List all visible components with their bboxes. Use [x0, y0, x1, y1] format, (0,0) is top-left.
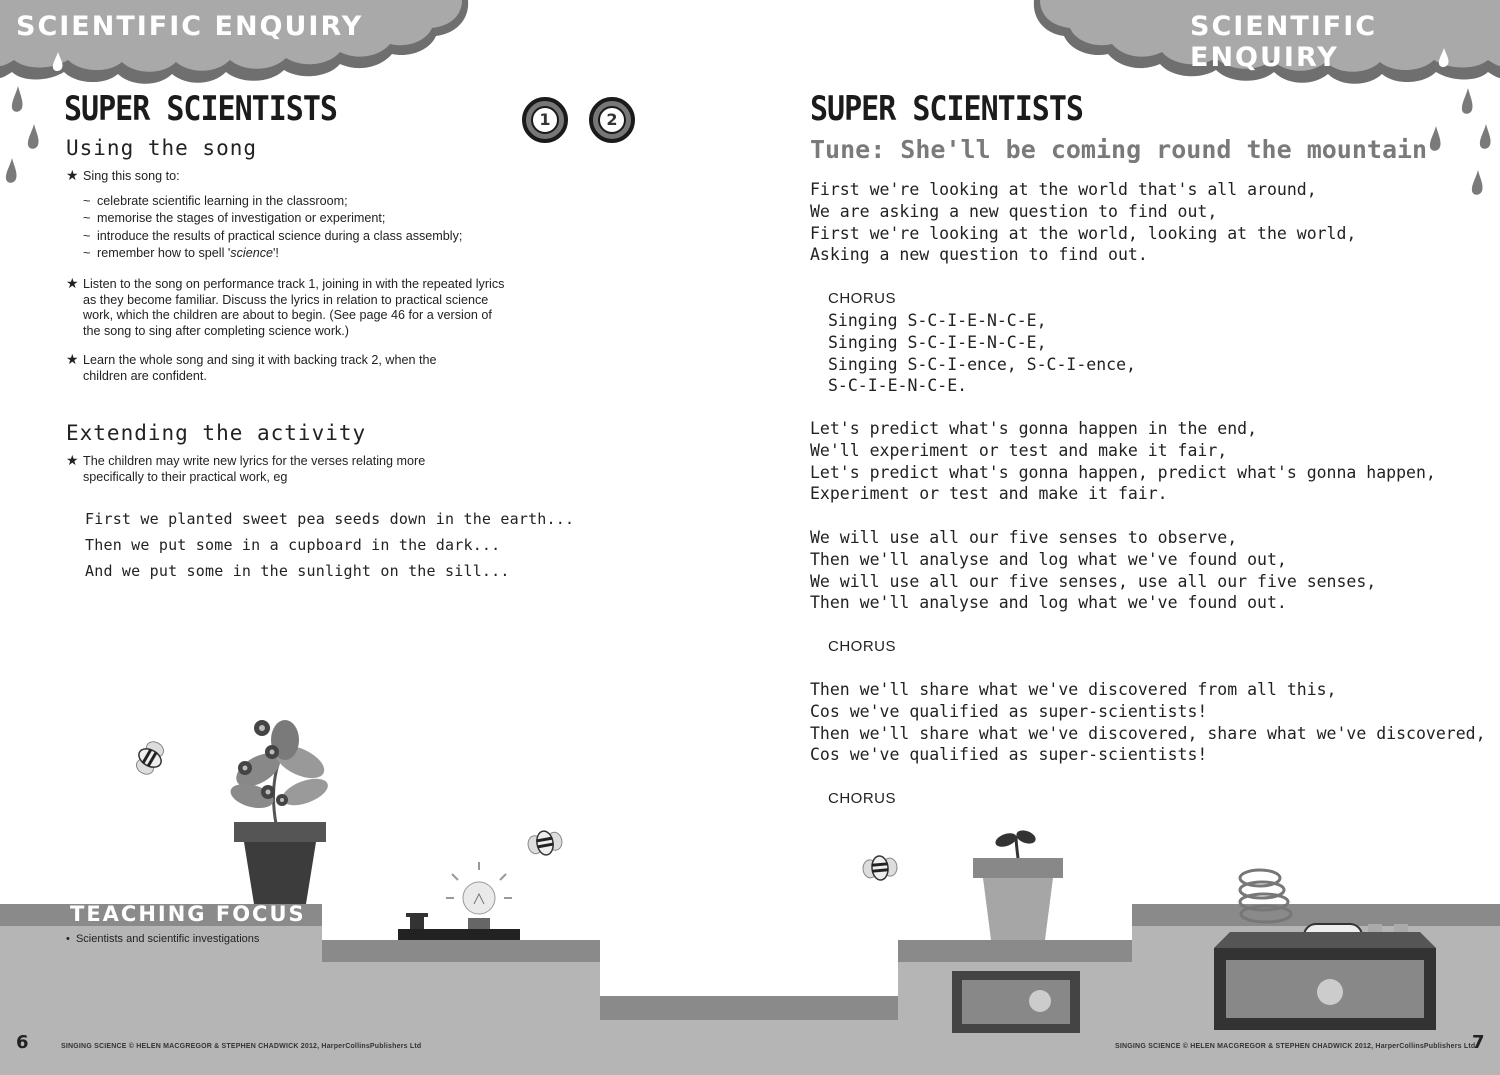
chorus-line-1: Singing S-C-I-E-N-C-E,: [828, 311, 1047, 330]
verse-3-line-3: We will use all our five senses, use all our five senses,: [810, 571, 1377, 591]
use-item-2: [83, 211, 385, 225]
middle-shelf: [322, 962, 600, 1075]
bee-icon: [131, 737, 169, 778]
star-bullet-icon: ★: [66, 275, 79, 291]
verse-3-line-4: Then we'll analyse and log what we've found out.: [810, 593, 1287, 613]
verse-3-line-1: We will use all our five senses to observe,: [810, 528, 1238, 547]
verse-1-line-1: First we're looking at the world that's all around,: [810, 180, 1317, 199]
verse-2: [810, 418, 1436, 505]
listen-text: Listen to the song on performance track 1, joining in with the repeated lyrics as they become familiar. Discuss the lyrics in relation to practical science work, which the children are about to begin. (See page 46 for a version of the song to sing after completing science work.): [83, 277, 505, 338]
use-item-3: [83, 229, 462, 243]
listen-item: [66, 277, 508, 339]
tilde-bullet-icon: ~: [83, 194, 91, 208]
verse-2-line-2: We'll experiment or test and make it fair,: [810, 440, 1228, 460]
verse-1-line-2: We are asking a new question to find out,: [810, 201, 1218, 221]
right-footer: SINGING SCIENCE © HELEN MACGREGOR & STEPHEN CHADWICK 2012, HarperCollinsPublishers Ltd: [1115, 1043, 1476, 1050]
tilde-bullet-icon: ~: [83, 211, 91, 225]
right-banner-title: SCIENTIFIC ENQUIRY: [1190, 11, 1378, 73]
sing-intro-text: Sing this song to:: [83, 169, 180, 183]
toy-box-icon: [1214, 870, 1436, 1030]
use-item-1: [83, 194, 348, 208]
extending-heading: Extending the activity: [66, 421, 367, 445]
example-line-3: And we put some in the sunlight on the sill...: [85, 562, 510, 580]
bullet-icon: •: [66, 933, 76, 945]
left-footer: SINGING SCIENCE © HELEN MACGREGOR & STEPHEN CHADWICK 2012, HarperCollinsPublishers Ltd: [61, 1043, 422, 1050]
star-bullet-icon: ★: [66, 167, 79, 183]
verse-2-line-3: Let's predict what's gonna happen, predict what's gonna happen,: [810, 462, 1436, 482]
track-1-number: 1: [531, 106, 559, 134]
chorus-line-3: Singing S-C-I-ence, S-C-I-ence,: [828, 354, 1136, 374]
verse-2-line-4: Experiment or test and make it fair.: [810, 484, 1168, 504]
left-banner-title: SCIENTIFIC ENQUIRY: [16, 11, 364, 42]
example-line-1: First we planted sweet pea seeds down in the earth...: [85, 510, 575, 528]
verse-4-line-1: Then we'll share what we've discovered from all this,: [810, 680, 1337, 699]
verse-1: [810, 179, 1356, 266]
left-page-title: SUPER SCIENTISTS: [64, 90, 337, 130]
seedling-pot-icon: [973, 828, 1063, 940]
star-bullet-icon: ★: [66, 351, 79, 367]
verse-1-line-4: Asking a new question to find out.: [810, 245, 1148, 265]
switch-and-bulb-icon: [398, 862, 520, 940]
tilde-bullet-icon: ~: [83, 246, 91, 260]
learn-text: Learn the whole song and sing it with backing track 2, when the children are confident.: [83, 353, 437, 383]
teaching-focus-title: TEACHING FOCUS: [70, 902, 306, 926]
chorus-line-4: S-C-I-E-N-C-E.: [828, 376, 968, 396]
verse-3: [810, 527, 1376, 614]
extending-item: [66, 454, 468, 485]
verse-4-line-4: Cos we've qualified as super-scientists!: [810, 745, 1208, 765]
use-item-3-text: introduce the results of practical science during a class assembly;: [97, 229, 463, 243]
tilde-bullet-icon: ~: [83, 229, 91, 243]
low-shelf: [600, 1020, 898, 1075]
verse-3-line-2: Then we'll analyse and log what we've found out,: [810, 549, 1287, 569]
bottom-scene: [0, 700, 1500, 1075]
spell-prefix: remember how to spell ': [97, 246, 231, 260]
chorus-line-2: Singing S-C-I-E-N-C-E,: [828, 332, 1047, 352]
use-item-1-text: celebrate scientific learning in the classroom;: [97, 194, 348, 208]
tune-line: Tune: She'll be coming round the mountain: [810, 135, 1428, 164]
track-1-badge: [522, 97, 568, 143]
verse-2-line-1: Let's predict what's gonna happen in the end,: [810, 419, 1258, 438]
teaching-focus-item: [66, 933, 259, 945]
right-page-title: SUPER SCIENTISTS: [810, 90, 1083, 130]
learn-item: [66, 353, 483, 384]
star-bullet-icon: ★: [66, 452, 79, 468]
use-item-2-text: memorise the stages of investigation or experiment;: [97, 211, 386, 225]
chorus-label-1: CHORUS: [828, 290, 897, 307]
right-page-number: 7: [1472, 1032, 1485, 1053]
verse-4-line-2: Cos we've qualified as super-scientists!: [810, 701, 1208, 721]
left-shelf: [0, 926, 322, 1075]
using-the-song-heading: Using the song: [66, 136, 258, 160]
left-page-number: 6: [16, 1032, 29, 1053]
spell-word: science: [230, 246, 273, 260]
track-2-badge: [589, 97, 635, 143]
potted-plant-icon: [228, 720, 331, 904]
teaching-focus-text: Scientists and scientific investigations: [75, 933, 260, 945]
track-2-number: 2: [598, 106, 626, 134]
verse-1-line-3: First we're looking at the world, looking at the world,: [810, 223, 1357, 243]
verse-4-line-3: Then we'll share what we've discovered, share what we've discovered,: [810, 723, 1486, 743]
use-item-4: [83, 246, 279, 260]
chorus-label-3: CHORUS: [828, 790, 897, 807]
sing-intro-item: [66, 169, 533, 185]
spell-suffix: '!: [273, 246, 279, 260]
example-line-2: Then we put some in a cupboard in the dark...: [85, 536, 501, 554]
bee-icon: [526, 828, 564, 858]
chorus-lines: [828, 310, 1136, 397]
drawer-icon: [952, 971, 1080, 1033]
extending-text: The children may write new lyrics for the verses relating more specifically to their practical work, eg: [83, 454, 426, 484]
chorus-label-2: CHORUS: [828, 638, 897, 655]
bee-icon: [862, 855, 898, 882]
